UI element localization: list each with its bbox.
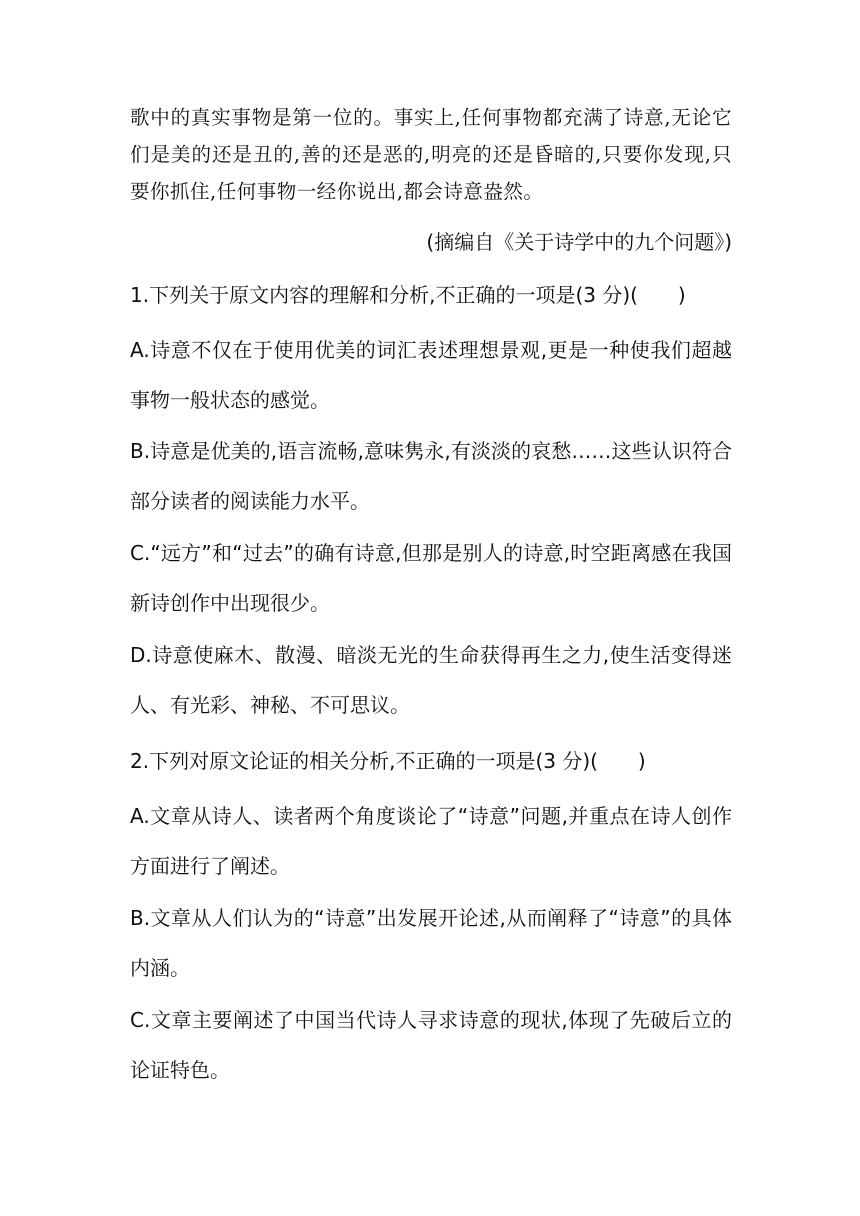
question-2-stem: 2.下列对原文论证的相关分析,不正确的一项是(3 分)( ): [130, 749, 646, 773]
question-1-option-a: A.诗意不仅在于使用优美的词汇表述理想景观,更是一种使我们超越事物一般状态的感觉。: [130, 338, 732, 412]
question-1-option-c: C.“远方”和“过去”的确有诗意,但那是别人的诗意,时空距离感在我国新诗创作中出现很少。: [130, 541, 732, 615]
question-1-stem: 1.下列关于原文内容的理解和分析,不正确的一项是(3 分)( ): [130, 283, 686, 307]
passage-text: 歌中的真实事物是第一位的。事实上,任何事物都充满了诗意,无论它们是美的还是丑的,善的还是恶的,明亮的还是昏暗的,只要你发现,只要你抓住,任何事物一经你说出,都会诗意盎然。: [130, 106, 732, 203]
question-2-option-b: B.文章从人们认为的“诗意”出发展开论述,从而阐释了“诗意”的具体内涵。: [130, 906, 732, 980]
question-1-option-b: B.诗意是优美的,语言流畅,意味隽永,有淡淡的哀愁……这些认识符合部分读者的阅读能力水平。: [130, 439, 732, 513]
source-citation: (摘编自《关于诗学中的九个问题》): [426, 230, 732, 254]
question-1-option-d: D.诗意使麻木、散漫、暗淡无光的生命获得再生之力,使生活变得迷人、有光彩、神秘、不可思议。: [130, 643, 732, 717]
question-2-option-a: A.文章从诗人、读者两个角度谈论了“诗意”问题,并重点在诗人创作方面进行了阐述。: [130, 804, 732, 878]
question-2-option-c: C.文章主要阐述了中国当代诗人寻求诗意的现状,体现了先破后立的论证特色。: [130, 1008, 732, 1082]
